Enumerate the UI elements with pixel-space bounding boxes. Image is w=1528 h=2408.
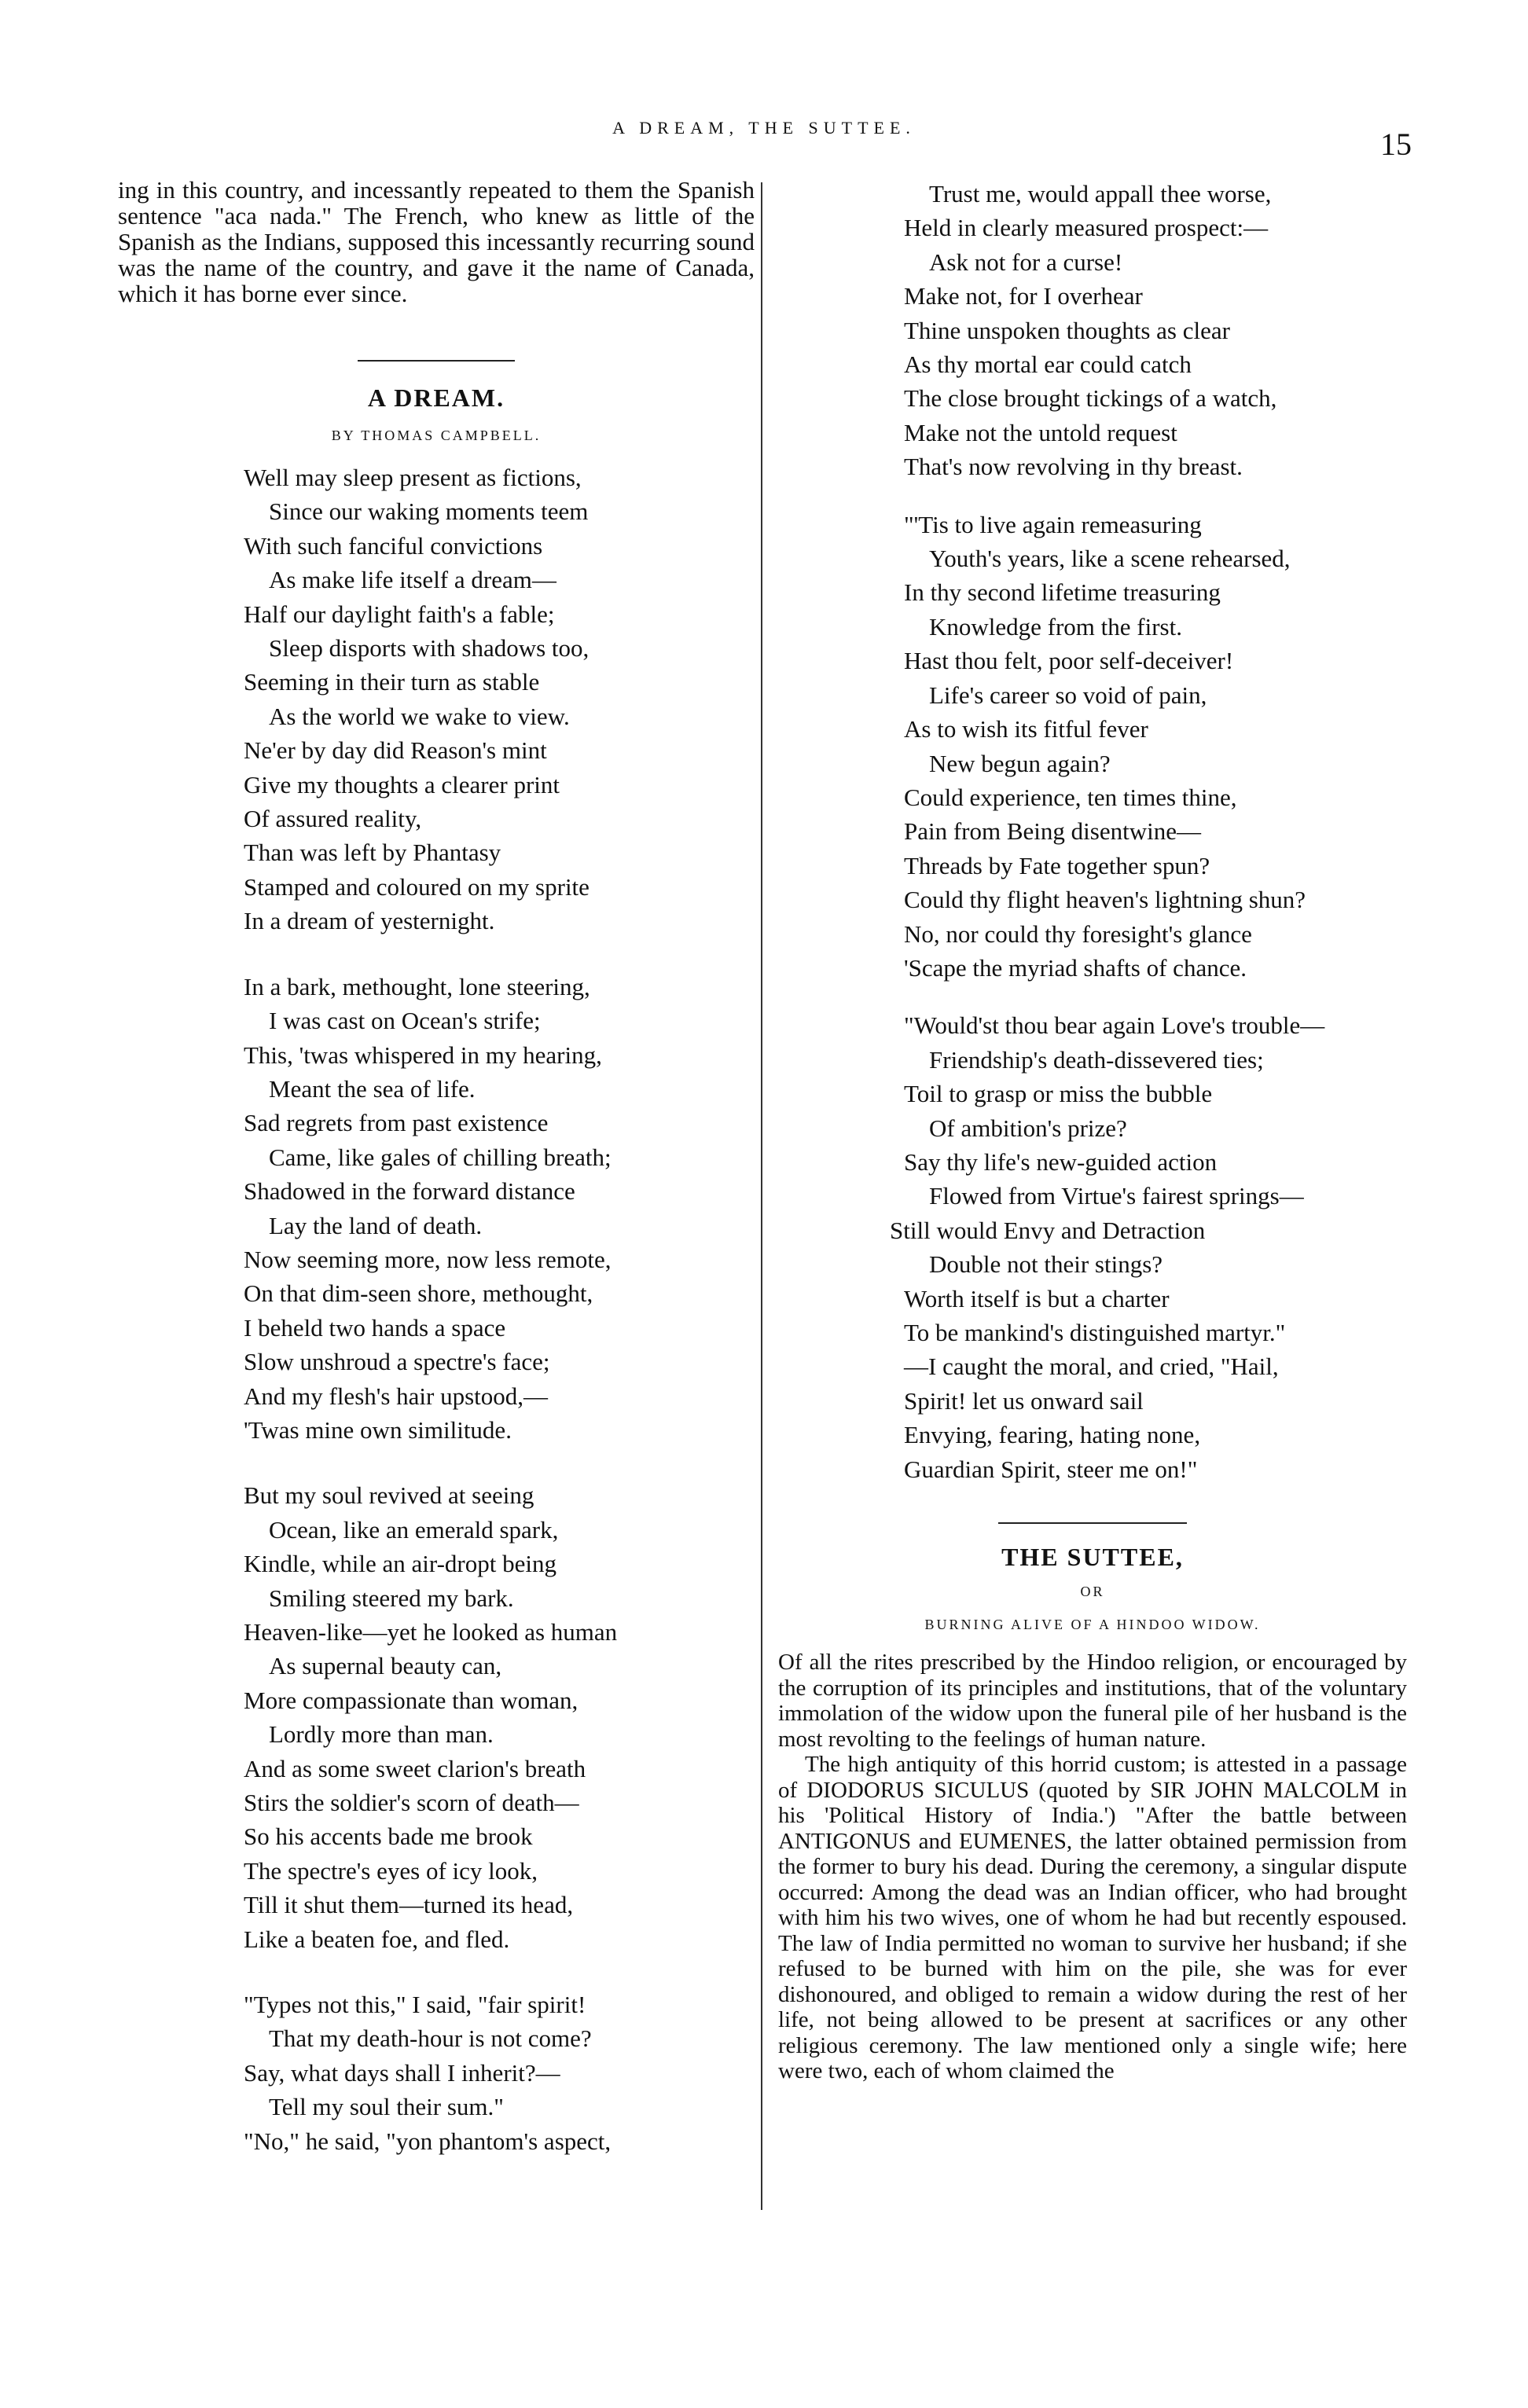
poem-line: Sad regrets from past existence (244, 1109, 549, 1137)
article-subtitle: BURNING ALIVE OF A HINDOO WIDOW. (924, 1617, 1261, 1633)
poem-line: Lordly more than man. (269, 1720, 494, 1749)
poem-line: Spirit! let us onward sail (904, 1386, 1144, 1415)
poem-line: Worth itself is but a charter (904, 1284, 1170, 1312)
section-divider (998, 1522, 1187, 1524)
poem-line: Guardian Spirit, steer me on!" (904, 1455, 1198, 1483)
intro-paragraph: ing in this country, and incessantly repeated to them the Spanish sentence "aca nada." The French, who knew as little of the Spanish as the Indians, supposed this incessantly recurring sound was the name of the country, and gave it the name of Canada, which it has borne ever since. (118, 176, 755, 307)
poem-line: Flowed from Virtue's fairest springs— (929, 1182, 1304, 1210)
poem-line: Held in clearly measured prospect:— (904, 214, 1269, 242)
poem-line: Knowledge from the first. (929, 612, 1182, 641)
poem-line: Stamped and coloured on my sprite (244, 872, 590, 901)
poem-line: The spectre's eyes of icy look, (244, 1856, 538, 1885)
poem-line: Came, like gales of chilling breath; (269, 1143, 612, 1171)
poem-line: Youth's years, like a scene rehearsed, (929, 545, 1291, 573)
poem-line: Sleep disports with shadows too, (269, 634, 590, 663)
poem-line: Give my thoughts a clearer print (244, 770, 560, 798)
stanza (244, 461, 755, 938)
poem-line: Of assured reality, (244, 805, 422, 833)
poem-line: Still would Envy and Detraction (890, 1216, 1206, 1244)
poem-line: To be mankind's distinguished martyr." (904, 1319, 1286, 1346)
poem-body-left (118, 461, 755, 2158)
poem-line: Like a beaten foe, and fled. (244, 1925, 510, 1953)
poem-line: New begun again? (929, 749, 1111, 777)
article-paragraph: The high antiquity of this horrid custom; is attested in a passage of DIODORUS SICULUS (quoted by SIR JOHN MALCOLM in his 'Political History of India.') "After the battle between ANTIGONUS and EUMENES, the latter obtained permission from the former to bury his dead. During the ceremony, a singular dispute occurred: Among the dead was an Indian officer, who had brought with him his two wives, one of whom he had but recently espoused. The law of India permitted no woman to survive her husband; if she refused to be burned with him on the pile, she was for ever dishonoured, and obliged to remain a widow during the rest of her life, not being allowed to be present at sacrifices or any other religious ceremony. The law mentioned only a single wife; here were two, each of whom claimed the (778, 1752, 1407, 2084)
stanza (890, 1008, 1407, 1486)
poem-line: And as some sweet clarion's breath (244, 1754, 586, 1782)
poem-line: That my death-hour is not come? (269, 2024, 592, 2053)
poem-line: Ocean, like an emerald spark, (269, 1515, 559, 1544)
poem-line: "'Tis to live again remeasuring (904, 510, 1202, 538)
poem-line: Since our waking moments teem (269, 497, 589, 526)
poem-line: Heaven-like—yet he looked as human (244, 1618, 618, 1646)
poem-line: Lay the land of death. (269, 1211, 483, 1239)
column-rule (761, 182, 762, 2210)
poem-line: Friendship's death-dissevered ties; (929, 1045, 1264, 1074)
poem-line: Stirs the soldier's scorn of death— (244, 1789, 579, 1817)
poem-line: Slow unshroud a spectre's face; (244, 1348, 550, 1376)
poem-line: On that dim-seen shore, methought, (244, 1279, 593, 1308)
stanza (244, 970, 755, 1448)
poem-line: More compassionate than woman, (244, 1686, 579, 1714)
stanza (244, 1478, 755, 1956)
poem-line: Could thy flight heaven's lightning shun? (904, 886, 1306, 914)
poem-line: Meant the sea of life. (269, 1074, 476, 1103)
poem-line: As the world we wake to view. (269, 702, 570, 730)
poem-line: As supernal beauty can, (269, 1652, 502, 1680)
poem-line: Half our daylight faith's a fable; (244, 600, 555, 628)
poem-line: In a dream of yesternight. (244, 907, 495, 935)
poem-line: Till it shut them—turned its head, (244, 1891, 574, 1919)
poem-line: Could experience, ten times thine, (904, 783, 1237, 811)
poem-byline: BY THOMAS CAMPBELL. (331, 428, 542, 443)
right-column (778, 177, 1407, 2084)
poem-line: I was cast on Ocean's strife; (269, 1007, 541, 1035)
poem-line: "Would'st thou bear again Love's trouble— (904, 1011, 1325, 1040)
poem-line: That's now revolving in thy breast. (904, 453, 1243, 481)
poem-title: A DREAM. (367, 384, 505, 412)
article-title: THE SUTTEE, (1001, 1543, 1184, 1572)
poem-line: Well may sleep present as fictions, (244, 464, 582, 491)
poem-line: "Types not this," I said, "fair spirit! (244, 1991, 586, 2019)
running-head: A DREAM, THE SUTTEE. (612, 118, 916, 138)
poem-line: I beheld two hands a space (244, 1313, 506, 1342)
stanza (904, 508, 1407, 986)
poem-line: Say thy life's new-guided action (904, 1147, 1218, 1176)
article-or: OR (1080, 1584, 1105, 1600)
poem-line: The close brought tickings of a watch, (904, 384, 1277, 413)
poem-line: Make not, for I overhear (904, 282, 1143, 310)
poem-line: Pain from Being disentwine— (904, 817, 1201, 846)
poem-line: In a bark, methought, lone steering, (244, 972, 590, 1000)
poem-line: Kindle, while an air-dropt being (244, 1550, 556, 1578)
section-divider (358, 360, 515, 362)
poem-line: Smiling steered my bark. (269, 1584, 514, 1612)
poem-line: This, 'twas whispered in my hearing, (244, 1041, 602, 1069)
poem-line: But my soul revived at seeing (244, 1481, 534, 1510)
poem-line: Hast thou felt, poor self-deceiver! (904, 647, 1234, 675)
poem-line: Tell my soul their sum." (269, 2093, 504, 2121)
poem-line: Now seeming more, now less remote, (244, 1245, 612, 1273)
poem-line: Thine unspoken thoughts as clear (904, 316, 1230, 344)
poem-line: Make not the untold request (904, 418, 1177, 446)
poem-line: As make life itself a dream— (269, 566, 556, 594)
left-column (118, 177, 755, 2158)
poem-line: 'Twas mine own similitude. (244, 1415, 512, 1444)
poem-line: And my flesh's hair upstood,— (244, 1382, 549, 1410)
poem-line: Threads by Fate together spun? (904, 851, 1210, 879)
poem-line: As thy mortal ear could catch (904, 351, 1192, 379)
poem-line: As to wish its fitful fever (904, 715, 1148, 743)
stanza (244, 1988, 755, 2158)
poem-line: No, nor could thy foresight's glance (904, 920, 1252, 948)
poem-line: Shadowed in the forward distance (244, 1177, 575, 1206)
poem-line: Than was left by Phantasy (244, 839, 501, 867)
poem-body-right (778, 177, 1407, 1486)
poem-line: —I caught the moral, and cried, "Hail, (904, 1353, 1279, 1381)
poem-line: "No," he said, "yon phantom's aspect, (244, 2127, 612, 2155)
page-number: 15 (1380, 127, 1412, 162)
poem-line: 'Scape the myriad shafts of chance. (904, 953, 1247, 982)
poem-line: Of ambition's prize? (929, 1114, 1127, 1142)
poem-line: Double not their stings? (929, 1250, 1163, 1279)
poem-line: With such fanciful convictions (244, 531, 543, 560)
poem-line: Say, what days shall I inherit?— (244, 2058, 560, 2087)
poem-line: So his accents bade me brook (244, 1823, 533, 1851)
poem-line: Trust me, would appall thee worse, (929, 180, 1272, 207)
poem-line: Ask not for a curse! (929, 248, 1123, 276)
poem-line: Seeming in their turn as stable (244, 668, 540, 696)
article-body (778, 1650, 1407, 2084)
stanza-continued (904, 177, 1407, 484)
poem-line: In thy second lifetime treasuring (904, 578, 1221, 607)
poem-line: Toil to grasp or miss the bubble (904, 1080, 1213, 1108)
poem-line: Envying, fearing, hating none, (904, 1421, 1201, 1449)
poem-line: Life's career so void of pain, (929, 681, 1207, 709)
poem-line: Ne'er by day did Reason's mint (244, 736, 547, 765)
intro-text (118, 177, 755, 307)
article-paragraph: Of all the rites prescribed by the Hindoo religion, or encouraged by the corruption of its principles and institutions, that of the voluntary immolation of the widow upon the funeral pile of her husband is the most revolting to the feelings of human nature. (778, 1650, 1407, 1752)
